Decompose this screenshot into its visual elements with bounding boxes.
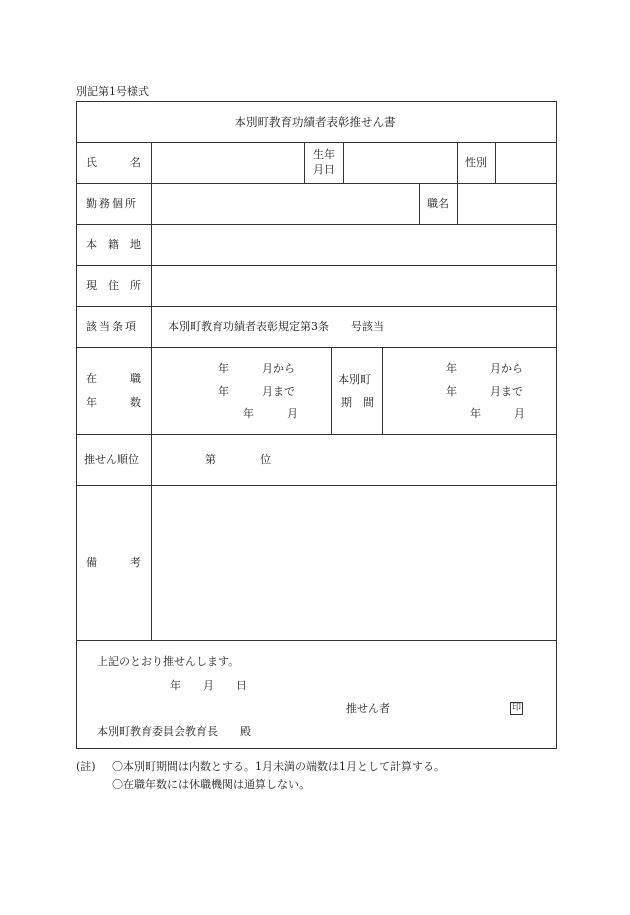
- town-period-to: 年 月まで: [446, 385, 523, 398]
- town-period-label-line2: 期 間: [341, 396, 374, 409]
- town-period-total: 年 月: [470, 407, 525, 420]
- note-item: 〇在職年数には休職機関は通算しない。: [112, 778, 310, 791]
- cell-divider: [343, 142, 344, 183]
- tenure-label-line2: 年 数: [86, 396, 141, 409]
- notes-prefix: (註): [76, 760, 96, 773]
- cell-divider: [331, 347, 332, 434]
- workplace-label: 勤務個所: [86, 197, 138, 210]
- town-period-label-line1: 本別町: [338, 373, 371, 386]
- form-title: 本別町教育功績者表彰推せん書: [234, 115, 396, 129]
- row-divider: [76, 224, 557, 225]
- birthdate-label-line2: 月日: [313, 163, 335, 176]
- row-divider: [76, 434, 557, 435]
- sex-label: 性別: [465, 156, 487, 169]
- row-divider: [76, 485, 557, 486]
- clause-label: 該当条項: [86, 320, 138, 333]
- row-divider: [76, 142, 557, 143]
- recommender-label: 推せん者: [346, 702, 390, 715]
- address-label: 現 住 所: [86, 279, 141, 292]
- cell-divider: [457, 142, 458, 183]
- cell-divider: [457, 183, 458, 224]
- rank-label: 推せん順位: [84, 453, 139, 466]
- form-id-label: 別記第1号様式: [76, 85, 149, 98]
- birthdate-label-line1: 生年: [313, 148, 335, 161]
- row-divider: [76, 347, 557, 348]
- rank-text: 第 位: [205, 453, 271, 466]
- domicile-label: 本 籍 地: [86, 238, 141, 251]
- seal-mark: 印: [511, 703, 521, 713]
- note-item: 〇本別町期間は内数とする。1月未満の端数は1月として計算する。: [112, 760, 445, 773]
- row-divider: [76, 306, 557, 307]
- position-label: 職名: [427, 197, 449, 210]
- form-table: [76, 101, 557, 749]
- addressee-line: 本別町教育委員会教育長 殿: [97, 725, 251, 738]
- date-line: 年 月 日: [170, 679, 247, 692]
- cell-divider: [419, 183, 420, 224]
- row-divider: [76, 183, 557, 184]
- clause-text: 本別町教育功績者表彰規定第3条 号該当: [168, 320, 384, 333]
- name-label: 氏 名: [86, 156, 141, 169]
- cell-divider: [495, 142, 496, 183]
- tenure-total: 年 月: [243, 407, 298, 420]
- tenure-label-line1: 在 職: [86, 372, 141, 385]
- town-period-from: 年 月から: [446, 362, 523, 375]
- row-divider: [76, 640, 557, 641]
- cell-divider: [382, 347, 383, 434]
- tenure-from: 年 月から: [218, 362, 295, 375]
- row-divider: [76, 265, 557, 266]
- recommendation-statement: 上記のとおり推せんします。: [97, 655, 240, 668]
- label-column-divider: [151, 142, 152, 640]
- remarks-label: 備 考: [86, 556, 141, 569]
- cell-divider: [304, 142, 305, 183]
- tenure-to: 年 月まで: [218, 385, 295, 398]
